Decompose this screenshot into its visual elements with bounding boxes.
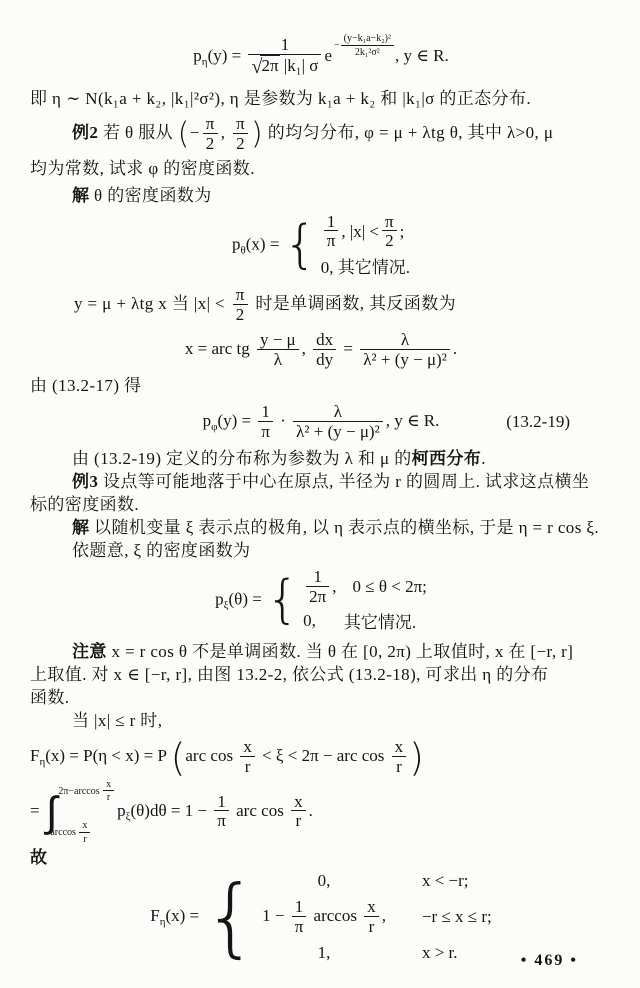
right-paren: ) — [251, 116, 264, 152]
frac-num: 1 — [294, 896, 304, 916]
case-row-1 — [321, 213, 410, 252]
monotone-text1: y = μ + λtg x 当 |x| < — [74, 294, 230, 314]
fraction-1-over-pi — [214, 793, 229, 832]
eq8-func-sub: η — [159, 915, 166, 928]
fraction-y-minus-mu-over-lambda — [257, 331, 299, 370]
frac-num: λ — [333, 402, 343, 422]
eq4-lhs: (y) = — [217, 411, 256, 431]
cases-rows — [262, 871, 492, 964]
para-normal-summary: 即 η ∼ N(k₁a + k₂, |k₁|²σ²), η 是参数为 k₁a + k₂ 和 |k₁|σ 的正态分布. — [30, 89, 532, 109]
eq6-text1: arc cos — [185, 746, 238, 766]
case2-condition: −r ≤ x ≤ r; — [421, 907, 492, 927]
eq7-text2: arc cos — [231, 800, 289, 820]
eq1-denominator — [248, 54, 321, 78]
para-when-abs-x: 当 |x| ≤ r 时, — [72, 711, 163, 731]
eq1-tail: , y ∈ R. — [395, 46, 449, 66]
frac-den: r — [291, 810, 306, 831]
fraction-x-over-r — [392, 738, 407, 777]
fraction-x-over-r — [364, 898, 379, 937]
frac-num: x — [394, 737, 404, 757]
lower-limit-text: arccos — [50, 827, 79, 839]
fraction-lambda-over-quadratic — [293, 403, 383, 442]
equals-sign: = — [339, 338, 358, 358]
case-row-2 — [303, 608, 427, 633]
solution-label: 解 — [72, 185, 90, 205]
frac-den: λ² + (y − μ)² — [293, 421, 383, 442]
frac-den: λ — [257, 349, 299, 370]
eq2-lhs: (x) = — [245, 234, 284, 254]
case-row-1 — [303, 568, 427, 607]
left-paren: ( — [170, 735, 186, 780]
frac-den: λ² + (y − μ)² — [360, 349, 450, 370]
case3-condition: x > r. — [421, 943, 458, 963]
frac-num: x — [367, 896, 376, 916]
frac-num: 1 — [261, 402, 270, 422]
eq8-func: F — [150, 905, 160, 925]
comma: , — [301, 338, 311, 358]
eq-distribution-cases — [30, 867, 612, 968]
cases-rows — [303, 566, 427, 636]
case1-condition: x < −r; — [421, 870, 469, 890]
eq1-main-fraction — [248, 36, 321, 78]
frac-num: π — [236, 114, 246, 134]
eq7-func-sub: ξ — [125, 810, 131, 823]
para-yitiyi: 依题意, ξ 的密度函数为 — [72, 540, 251, 560]
case1-condition: 0 ≤ θ < 2π; — [352, 576, 427, 596]
cauchy-text2: . — [481, 448, 486, 468]
eq1-func-sub: η — [201, 56, 208, 69]
frac-num: π — [385, 211, 394, 231]
page-number: • 469 • — [520, 952, 578, 969]
fraction-pi-over-2 — [233, 115, 248, 154]
frac-num: 1 — [326, 211, 336, 231]
monotone-text2: 时是单调函数, 其反函数为 — [250, 294, 457, 314]
cdot: · — [275, 411, 291, 431]
example2-text2: 的均匀分布, φ = μ + λtg θ, 其中 λ>0, μ — [263, 123, 554, 143]
case2-value — [262, 898, 386, 937]
eq6-func-sub: η — [39, 756, 46, 769]
case1-value: 0, — [317, 870, 331, 890]
frac-den: π — [292, 916, 307, 937]
cauchy-text1: 由 (13.2-19) 定义的分布称为参数为 λ 和 μ 的 — [72, 448, 412, 468]
fraction-1-over-2pi — [306, 568, 329, 607]
frac-num: π — [235, 285, 245, 305]
frac-den: 2 — [233, 133, 248, 154]
eq1-numerator: 1 — [280, 35, 290, 55]
integral-limits — [50, 778, 115, 845]
frac-den: r — [79, 832, 90, 845]
integral-sign: ∫ — [45, 786, 58, 836]
case2-value: 0, — [303, 610, 316, 630]
frac-den: r — [364, 916, 379, 937]
case1-condition-pre: , |x| < — [341, 221, 380, 241]
integral-block — [45, 778, 115, 845]
para-note-2: 上取值. 对 x ∈ [−r, r], 由图 13.2-2, 依公式 (13.2-18), 可求出 η 的分布 — [30, 665, 549, 685]
frac-den: r — [392, 756, 407, 777]
para-example2 — [30, 115, 612, 154]
eq1-exp-num: (y−k₁a−k₂)² — [343, 33, 392, 44]
integral-upper-limit — [58, 780, 115, 804]
para-note-1 — [30, 641, 612, 663]
eq-pxi-cases — [30, 566, 612, 636]
eq1-func: p — [193, 46, 202, 66]
eq5-func: p — [215, 589, 224, 609]
frac-num: x — [82, 820, 88, 832]
frac-den: r — [240, 756, 255, 777]
fraction-pi-over-2 — [233, 286, 248, 325]
integral-lower-limit — [50, 821, 115, 845]
eq1-exponent — [334, 34, 395, 58]
frac-den: 2π — [306, 586, 329, 607]
fraction-x-over-r — [79, 821, 90, 845]
eq3-text1: x = arc tg — [184, 338, 254, 358]
para-by-13-2-17: 由 (13.2-17) 得 — [30, 376, 142, 396]
eq-inverse-function — [30, 331, 612, 370]
fraction-pi-over-2 — [203, 115, 218, 154]
case-row-2 — [321, 253, 410, 278]
cases-block: { $\frac{1}{\pi}$ , |x| < $\frac{\pi}{2}$ ; 0, 其它情况. — [284, 211, 410, 281]
eq6-func: F — [30, 746, 40, 766]
para-gu: 故 — [30, 847, 48, 867]
para-solution2 — [30, 517, 612, 539]
case3-value: 1, — [317, 943, 331, 963]
frac-num: π — [205, 114, 215, 134]
upper-limit-text: 2π−arccos — [58, 785, 103, 797]
eq1-exp-minus: − — [334, 40, 340, 52]
note-text1: x = r cos θ 不是单调函数. 当 θ 在 [0, 2π) 上取值时, x 在 [−r, r] — [106, 642, 574, 662]
eq-distribution-probability — [30, 735, 612, 780]
frac-num: λ — [400, 329, 410, 349]
para-changshu: 均为常数, 试求 φ 的密度函数. — [30, 158, 255, 178]
comma: , — [381, 905, 386, 925]
eq6-text2: < ξ < 2π − arc cos — [257, 746, 389, 766]
case2-arccos: arccos — [309, 905, 362, 925]
frac-num: x — [294, 791, 303, 811]
frac-num: dx — [316, 329, 334, 349]
eq1-den-rest: |k₁| σ — [279, 56, 319, 76]
frac-num: y − μ — [259, 329, 296, 349]
equals-sign: = — [30, 800, 44, 820]
left-paren: ( — [177, 116, 190, 152]
para-note-3: 函数. — [30, 688, 70, 708]
frac-den: 2 — [203, 133, 218, 154]
radical-sign: √ — [251, 56, 263, 79]
fraction-1-over-pi — [258, 403, 273, 442]
note-label: 注意 — [72, 642, 107, 662]
example3-text: 设点等可能地落于中心在原点, 半径为 r 的圆周上. 试求这点横坐 — [98, 471, 590, 491]
comma: , — [332, 576, 337, 596]
cases-rows — [321, 211, 410, 281]
case2-condition: 其它情况. — [343, 613, 417, 633]
frac-num: 1 — [217, 791, 226, 811]
cases-block: { $\frac{1}{2\pi}$ , 0 ≤ θ < 2π; 0, 其它情况. — [266, 566, 427, 636]
case2-text: 0, 其它情况. — [320, 258, 411, 278]
eq1-exp-fraction — [341, 34, 394, 58]
solution-label: 解 — [72, 517, 90, 537]
case1-end: ; — [399, 221, 405, 241]
case2-pre: 1 − — [262, 905, 289, 925]
eq5-lhs: (θ) = — [228, 589, 267, 609]
eq1-lhs: (y) = — [207, 46, 246, 66]
period: . — [308, 800, 313, 820]
frac-num: x — [243, 737, 252, 757]
eq2-func-sub: θ — [240, 244, 246, 257]
eq1-e-base: e — [324, 46, 333, 66]
example2-label: 例2 — [72, 123, 99, 143]
fraction-x-over-r — [103, 780, 114, 804]
eq6-lhs: (x) = P(η < x) = P — [45, 746, 171, 766]
frac-den: 2 — [233, 304, 248, 325]
fraction-pi-over-2 — [382, 213, 397, 252]
eq4-tail: , y ∈ R. — [385, 411, 440, 431]
eq5-func-sub: ξ — [223, 599, 229, 612]
eq1-exp-den: 2k₁²σ² — [341, 45, 394, 58]
frac-den: π — [214, 810, 229, 831]
comma: , — [220, 123, 231, 143]
fraction-1-over-pi — [292, 898, 307, 937]
equation-number: (13.2-19) — [506, 412, 570, 432]
fraction-x-over-r — [291, 793, 306, 832]
para-biao: 标的密度函数. — [30, 494, 140, 514]
para-monotone — [30, 286, 612, 325]
cauchy-term: 柯西分布 — [411, 448, 482, 468]
para-solution1 — [30, 185, 612, 207]
eq-cauchy-density — [30, 403, 612, 442]
eq4-func: p — [202, 411, 212, 431]
fraction-1-over-pi — [324, 213, 339, 252]
minus-sign: − — [189, 123, 200, 143]
cases-block: { 0, x < −r; 1 − $\frac{1}{\pi}$ arccos $\frac{x}{r}$ , −r ≤ x ≤ r; 1, x > r. — [203, 867, 492, 968]
frac-den: π — [324, 230, 339, 251]
fraction-dx-over-dy — [313, 331, 336, 370]
frac-num: 1 — [313, 566, 322, 586]
frac-den: π — [258, 421, 273, 442]
solution1-text: θ 的密度函数为 — [89, 185, 212, 205]
frac-den: dy — [313, 349, 336, 370]
eq4-func-sub: φ — [211, 421, 218, 434]
eq-ptheta-cases — [30, 211, 612, 281]
example2-text1: 若 θ 服从 — [98, 123, 178, 143]
fraction-lambda-over-quadratic — [360, 331, 450, 370]
para-cauchy-definition — [30, 448, 612, 470]
eq8-lhs: (x) = — [165, 905, 204, 925]
eq7-func: p — [117, 800, 126, 820]
fraction-x-over-r — [240, 738, 255, 777]
eq7-mid: (θ)dθ = 1 − — [130, 800, 212, 820]
frac-num: x — [106, 778, 112, 790]
eq-integral — [30, 778, 612, 845]
eq1-radicand: 2π — [261, 56, 279, 76]
period: . — [452, 338, 458, 358]
solution2-text: 以随机变量 ξ 表示点的极角, 以 η 表示点的横坐标, 于是 η = r cos ξ. — [89, 517, 600, 537]
eq2-func: p — [231, 234, 241, 254]
right-paren: ) — [409, 735, 424, 780]
frac-den: 2 — [382, 230, 397, 251]
frac-den: r — [103, 790, 114, 803]
para-example3 — [30, 471, 612, 493]
example3-label: 例3 — [72, 471, 99, 491]
eq-normal-density — [30, 34, 612, 78]
